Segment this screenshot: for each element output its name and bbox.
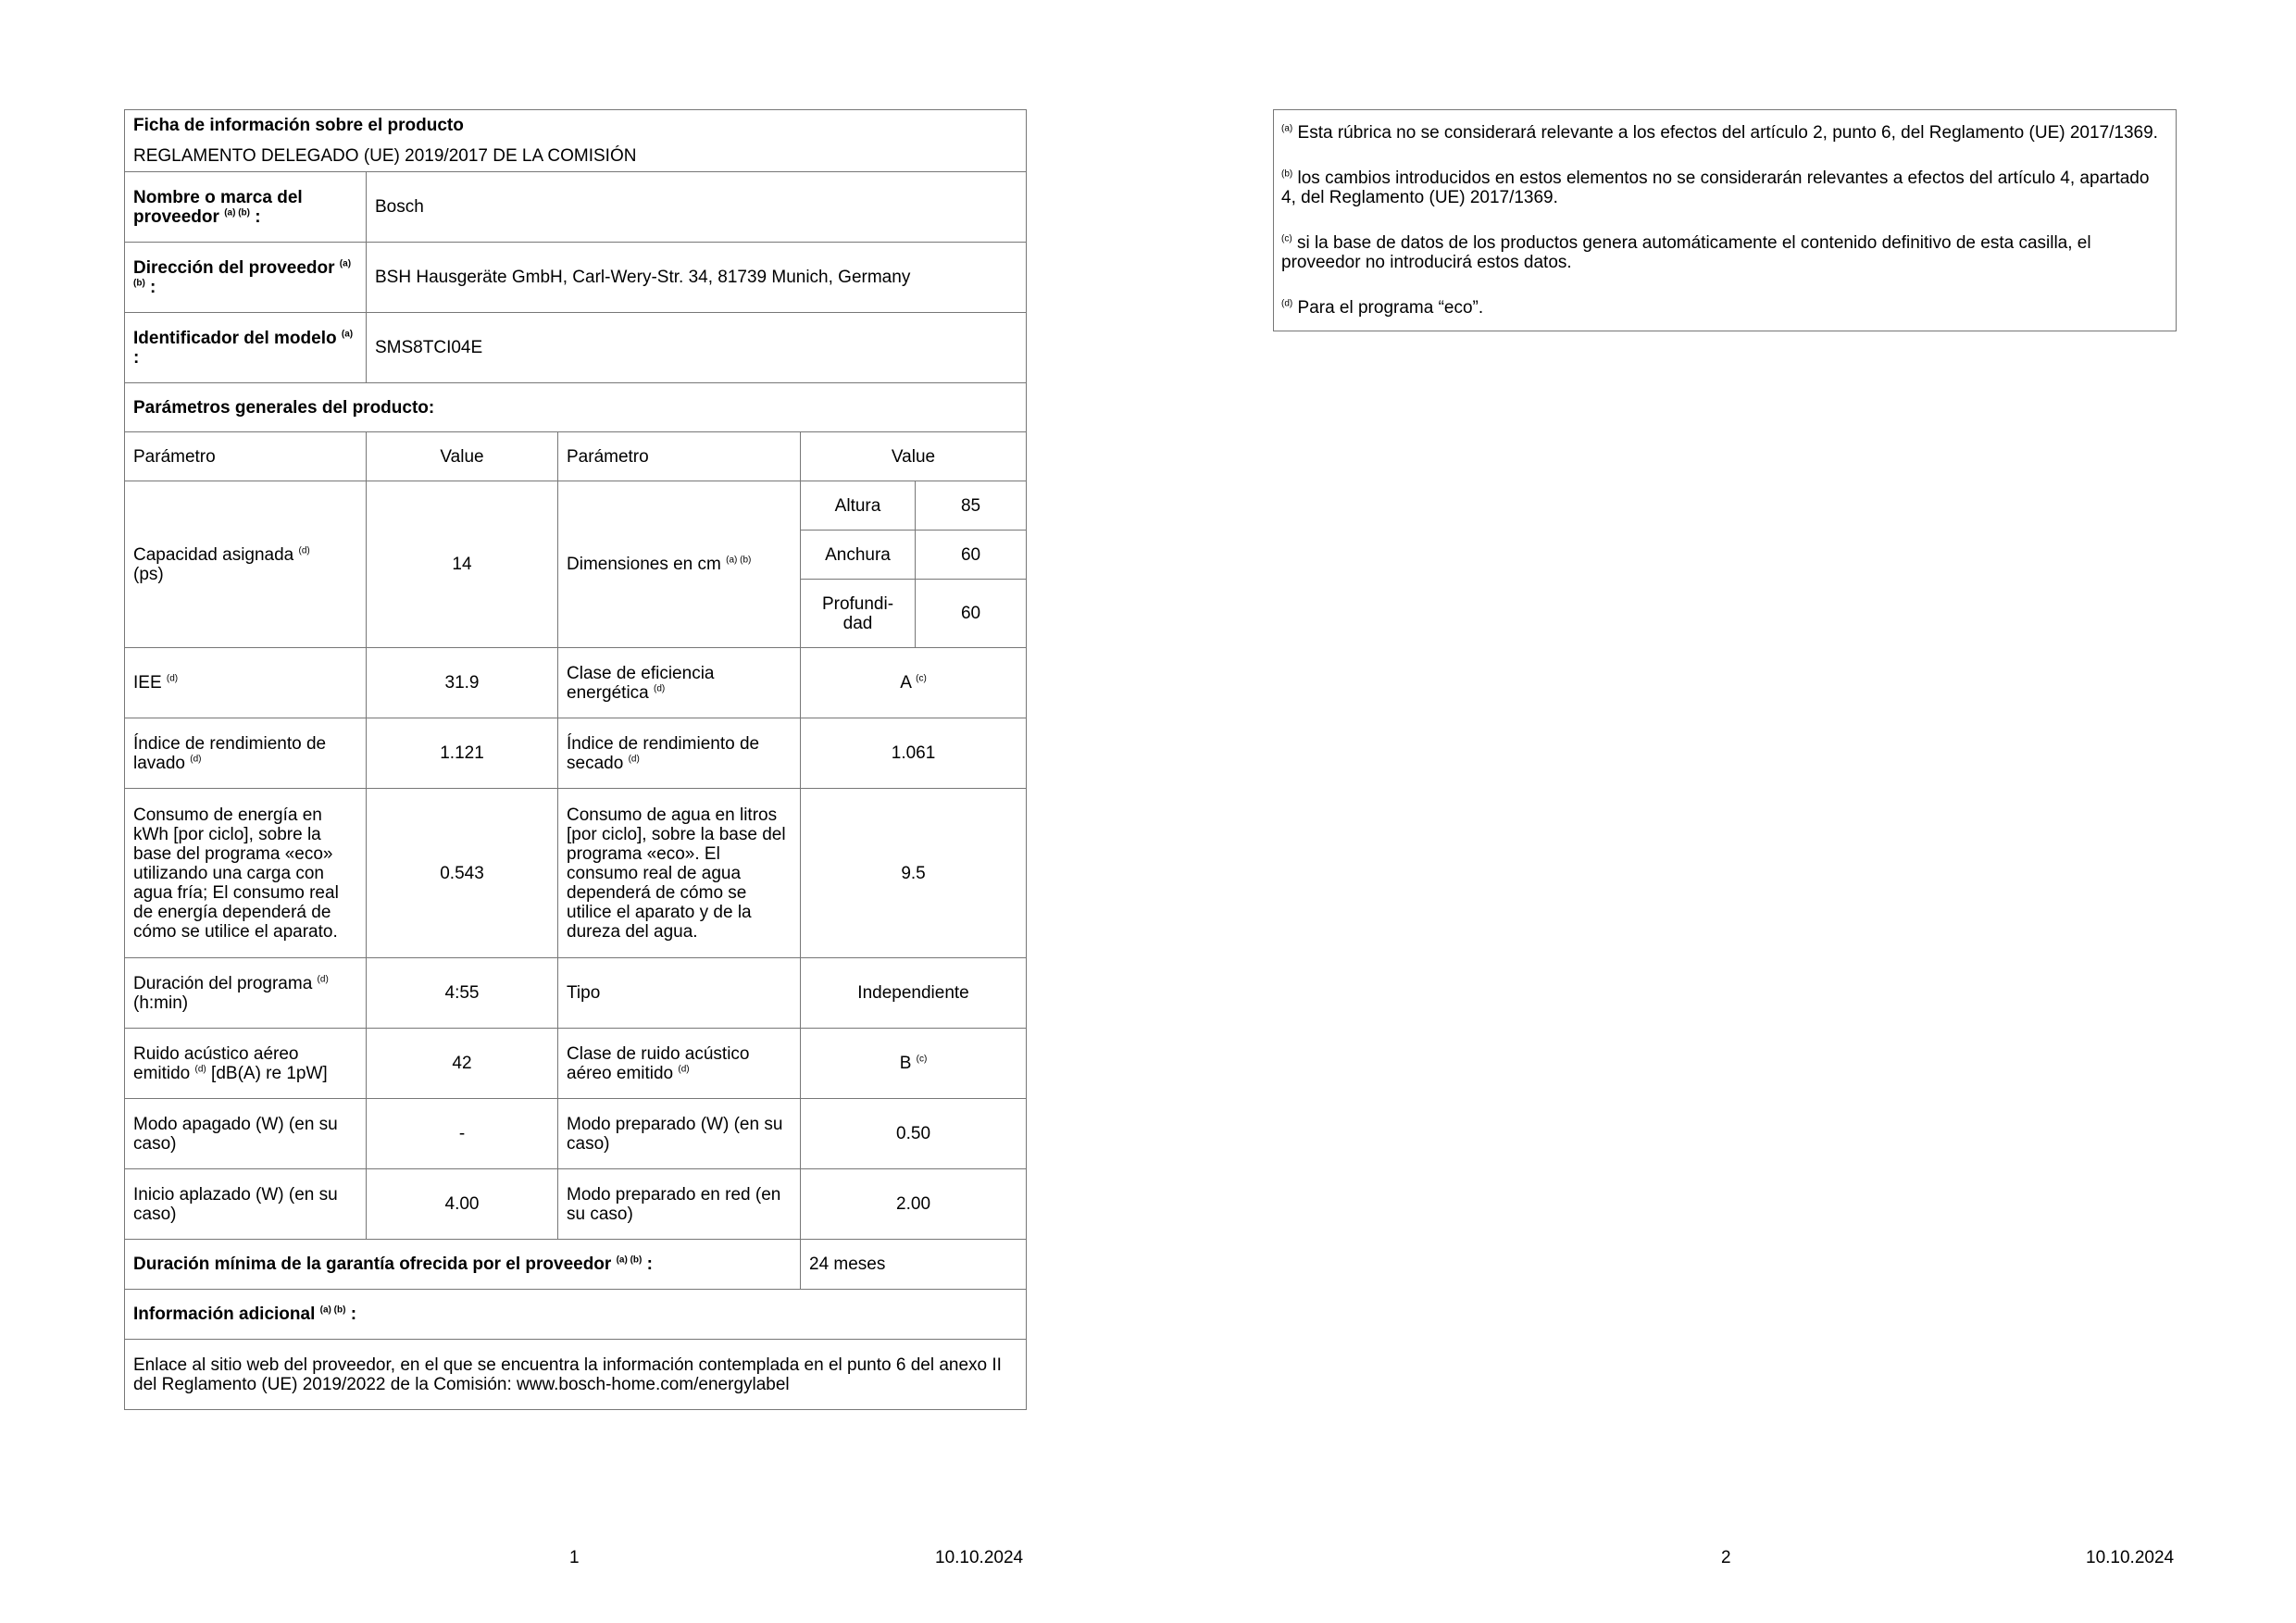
standby-label: Modo preparado (W) (en su caso) (558, 1099, 801, 1169)
network-standby-value: 2.00 (801, 1169, 1027, 1240)
energy-consumption-value: 0.543 (367, 789, 558, 958)
dry-index-label: Índice de rendimiento de secado $^{(d)}$ (558, 718, 801, 789)
type-label: Tipo (558, 958, 801, 1029)
dry-index-value: 1.061 (801, 718, 1027, 789)
width-value: 60 (916, 531, 1027, 580)
page-number: 2 (1721, 1548, 1731, 1567)
height-label: Altura (801, 481, 916, 531)
noise-label: Ruido acústico aéreo emitido $^{(d)}$ [dB(A) re 1pW] (125, 1029, 367, 1099)
eei-value: 31.9 (367, 648, 558, 718)
wash-index-label: Índice de rendimiento de lavado $^{(d)}$ (125, 718, 367, 789)
off-mode-label: Modo apagado (W) (en su caso) (125, 1099, 367, 1169)
model-value: SMS8TCI04E (367, 313, 1027, 383)
standby-value: 0.50 (801, 1099, 1027, 1169)
wash-index-value: 1.121 (367, 718, 558, 789)
capacity-value: 14 (367, 481, 558, 648)
address-value: BSH Hausgeräte GmbH, Carl-Wery-Str. 34, 81739 Munich, Germany (367, 243, 1027, 313)
energy-consumption-label: Consumo de energía en kWh [por ciclo], sobre la base del programa «eco» utilizando una carga con agua fría; El consumo real de energía dependerá de cómo se utilice el aparato. (125, 789, 367, 958)
energy-class-label: Clase de eficiencia energética $^{(d)}$ (558, 648, 801, 718)
noise-class-value: B $^{(c)}$ (801, 1029, 1027, 1099)
delay-start-label: Inicio aplazado (W) (en su caso) (125, 1169, 367, 1240)
general-params-heading: Parámetros generales del producto: (125, 383, 1027, 432)
page-number: 1 (569, 1548, 580, 1567)
type-value: Independiente (801, 958, 1027, 1029)
additional-info-text: Enlace al sitio web del proveedor, en el que se encuentra la información contemplada en el punto 6 del anexo II del Reglamento (UE) 2019/2022 de la Comisión: www.bosch-home.com/energylabel (125, 1340, 1027, 1410)
water-consumption-value: 9.5 (801, 789, 1027, 958)
noise-value: 42 (367, 1029, 558, 1099)
document-title: Ficha de información sobre el producto (125, 110, 1027, 142)
width-label: Anchura (801, 531, 916, 580)
col-header-value-2: Value (801, 432, 1027, 481)
additional-info-label: Información adicional $^{(a) (b)}$ : (125, 1290, 1027, 1340)
model-label: Identificador del modelo $^{(a)}$ : (125, 313, 367, 383)
water-consumption-label: Consumo de agua en litros [por ciclo], sobre la base del programa «eco». El consumo real de agua dependerá de cómo se utilice el aparato y de la dureza del agua. (558, 789, 801, 958)
col-header-param-2: Parámetro (558, 432, 801, 481)
footnote-b: $^{(b)}$ los cambios introducidos en estos elementos no se considerarán relevantes a efectos del artículo 4, apartado 4, del Reglamento (UE) 2017/1369. (1281, 169, 2150, 207)
duration-value: 4:55 (367, 958, 558, 1029)
col-header-param-1: Parámetro (125, 432, 367, 481)
footnotes-box (1273, 109, 2177, 331)
page-date: 10.10.2024 (2086, 1548, 2175, 1567)
depth-value: 60 (916, 580, 1027, 648)
col-header-value-1: Value (367, 432, 558, 481)
warranty-label: Duración mínima de la garantía ofrecida por el proveedor $^{(a) (b)}$ : (125, 1240, 801, 1290)
footnote-a: $^{(a)}$ Esta rúbrica no se considerará relevante a los efectos del artículo 2, punto 6, del Reglamento (UE) 2017/1369. (1281, 123, 2158, 143)
depth-label: Profundi-dad (801, 580, 916, 648)
eei-label: IEE $^{(d)}$ (125, 648, 367, 718)
page-2 (1148, 0, 2296, 1623)
height-value: 85 (916, 481, 1027, 531)
energy-class-value: A $^{(c)}$ (801, 648, 1027, 718)
supplier-value: Bosch (367, 172, 1027, 243)
supplier-label: Nombre o marca del proveedor $^{(a) (b)}$ : (125, 172, 367, 243)
footnote-c: $^{(c)}$ si la base de datos de los productos genera automáticamente el contenido definitivo de esta casilla, el proveedor no introducirá estos datos. (1281, 233, 2091, 272)
product-info-table (124, 109, 1027, 1410)
delay-start-value: 4.00 (367, 1169, 558, 1240)
footnote-d: $^{(d)}$ Para el programa “eco”. (1281, 298, 1484, 318)
warranty-value: 24 meses (801, 1240, 1027, 1290)
dimensions-label: Dimensiones en cm $^{(a) (b)}$ (558, 481, 801, 648)
network-standby-label: Modo preparado en red (en su caso) (558, 1169, 801, 1240)
address-label: Dirección del proveedor $^{(a) (b)}$ : (125, 243, 367, 313)
capacity-label: Capacidad asignada $^{(d)}$ (ps) (125, 481, 367, 648)
duration-label: Duración del programa $^{(d)}$ (h:min) (125, 958, 367, 1029)
off-mode-value: - (367, 1099, 558, 1169)
page-date: 10.10.2024 (935, 1548, 1024, 1567)
noise-class-label: Clase de ruido acústico aéreo emitido $^{(d)}$ (558, 1029, 801, 1099)
document-subtitle: REGLAMENTO DELEGADO (UE) 2019/2017 DE LA COMISIÓN (125, 141, 1027, 172)
